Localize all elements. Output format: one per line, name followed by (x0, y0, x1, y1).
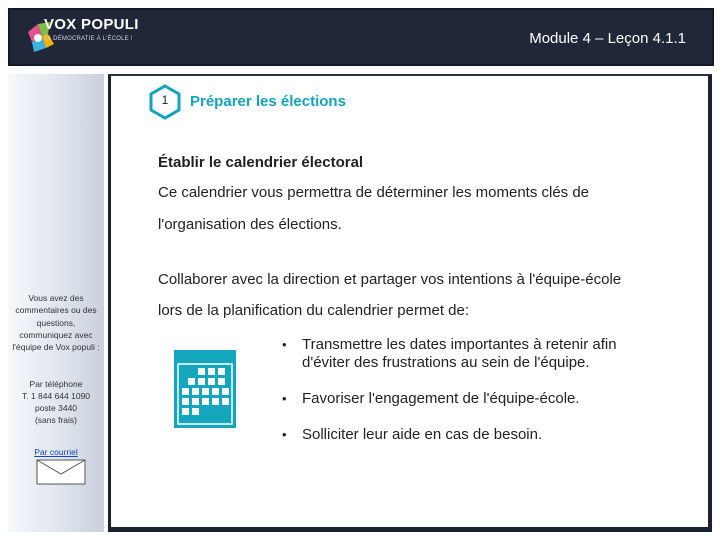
calendar-icon (174, 350, 236, 428)
list-item (280, 426, 650, 444)
contact-phone-block (10, 378, 102, 426)
bullet-dot: • (282, 427, 287, 442)
list-item (280, 390, 650, 408)
envelope-icon[interactable] (36, 459, 86, 485)
bullet-text: Solliciter leur aide en cas de besoin. (302, 426, 543, 443)
paragraph-2-line-2: lors de la planification du calendrier permet de: (158, 302, 470, 319)
bullet-list (280, 336, 650, 444)
phone-label: Par téléphone (29, 379, 83, 389)
logo-subtitle: TA DÉMOCRATIE À L'ÉCOLE ! (44, 36, 133, 42)
step-number: 1 (161, 93, 169, 107)
bullet-dot: • (282, 391, 287, 406)
sub-title: Établir le calendrier électoral (158, 154, 364, 171)
phone-note: (sans frais) (34, 415, 78, 425)
phone-number: T. 1 844 644 1090 (21, 391, 91, 401)
section-title: Préparer les élections (190, 93, 346, 110)
top-header-bar (8, 8, 714, 66)
bullet-text: Favoriser l'engagement de l'équipe-école. (302, 390, 580, 407)
list-item (280, 336, 650, 372)
paragraph-2-line-1: Collaborer avec la direction et partager vos intentions à l'équipe-école (158, 271, 622, 288)
module-title: Module 4 – Leçon 4.1.1 (529, 30, 686, 47)
bullet-text: Transmettre les dates importantes à retenir afin d'éviter des frustrations au sein de l'équipe. (302, 336, 617, 371)
left-sidebar (8, 74, 104, 532)
phone-extension: poste 3440 (34, 403, 78, 413)
bullet-dot: • (282, 337, 287, 352)
email-link[interactable]: Par courriel (34, 447, 78, 457)
contact-intro-text: Vous avez des commentaires ou des questions, communiquez avec l'équipe de Vox populi : (12, 293, 100, 353)
paragraph-1-line-1: Ce calendrier vous permettra de déterminer les moments clés de (158, 184, 590, 201)
paragraph-1-line-2: l'organisation des élections. (158, 216, 342, 233)
logo-text: VOX POPULI (44, 16, 139, 33)
